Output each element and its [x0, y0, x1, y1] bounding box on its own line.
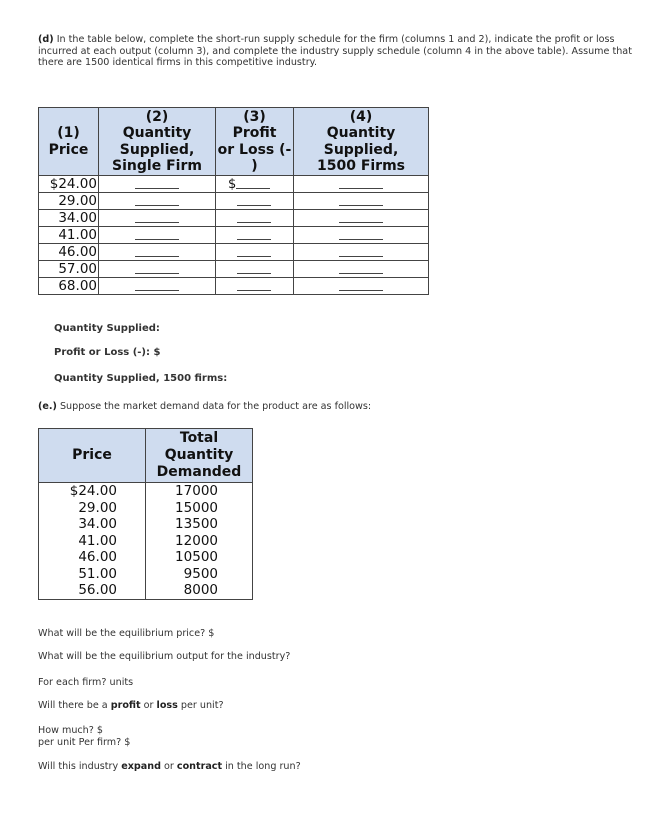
table-row — [39, 566, 253, 583]
profit-input[interactable] — [216, 227, 294, 244]
header-profit-num: (3) — [243, 108, 266, 125]
qty-industry-input[interactable] — [294, 193, 429, 210]
price-cell: $24.00 — [39, 176, 99, 193]
header-profit-l2: or Loss (- — [217, 141, 292, 158]
profit-word: profit — [110, 700, 141, 711]
per-unit-question: per unit Per firm? $ — [38, 737, 131, 748]
each-firm-question: For each firm? units — [38, 677, 134, 688]
qty-industry-input[interactable] — [294, 176, 429, 193]
or-word: or — [140, 700, 157, 711]
table-row — [39, 278, 429, 295]
demand-price-cell: 34.00 — [39, 516, 146, 533]
header-price-label: Price — [48, 141, 89, 158]
qty-industry-input[interactable] — [294, 261, 429, 278]
price-cell: 29.00 — [39, 193, 99, 210]
demand-qty-cell: 12000 — [146, 533, 253, 550]
header-profit-l1: Profit — [232, 125, 277, 141]
demand-price-cell: 56.00 — [39, 582, 146, 599]
qty-industry-input[interactable] — [294, 244, 429, 261]
profit-loss-answer-label: Profit or Loss (-): $ — [54, 347, 161, 358]
table-row — [39, 483, 253, 500]
header-qty-industry — [294, 108, 429, 176]
header-qty-industry-l1: Quantity — [326, 125, 396, 141]
dollar-sign: $ — [228, 177, 237, 192]
header-qty-single-l1: Quantity — [122, 125, 192, 141]
table-row — [39, 516, 253, 533]
header-price — [39, 108, 99, 176]
demand-qty-cell: 17000 — [146, 483, 253, 500]
table-row — [39, 193, 429, 210]
expand-q-post: in the long run? — [222, 761, 301, 772]
demand-price-cell: 46.00 — [39, 549, 146, 566]
demand-qty-cell: 15000 — [146, 500, 253, 517]
part-d-label: (d) — [38, 34, 54, 45]
qty-supplied-answer-label: Quantity Supplied: — [54, 323, 160, 334]
qty-single-input[interactable] — [99, 193, 216, 210]
demand-price-cell: $24.00 — [39, 483, 146, 500]
header-qty-industry-num: (4) — [349, 108, 373, 125]
loss-word: loss — [156, 700, 178, 711]
qty-single-input[interactable] — [99, 244, 216, 261]
qty-supplied-1500-answer-label: Quantity Supplied, 1500 firms: — [54, 373, 228, 384]
qty-industry-input[interactable] — [294, 210, 429, 227]
header-qty-single-num: (2) — [145, 108, 169, 125]
table-row — [39, 261, 429, 278]
table-row — [39, 244, 429, 261]
expand-q-pre: Will this industry — [38, 761, 122, 772]
how-much-question: How much? $ — [38, 725, 104, 736]
part-e-label: (e.) — [38, 401, 57, 412]
qty-industry-input[interactable] — [294, 278, 429, 295]
header-price-num: (1) — [57, 125, 80, 141]
qty-single-input[interactable] — [99, 278, 216, 295]
demand-qty-cell: 13500 — [146, 516, 253, 533]
header-qty-single-l2: Supplied, — [119, 141, 195, 158]
instructions-paragraph — [38, 34, 650, 69]
table-row — [39, 533, 253, 550]
header-profit-l3: ) — [251, 158, 258, 174]
profit-input[interactable] — [216, 261, 294, 278]
profit-input[interactable] — [216, 244, 294, 261]
demand-price-cell: 29.00 — [39, 500, 146, 517]
expand-contract-question — [38, 761, 301, 772]
instructions-text: In the table below, complete the short-run supply schedule for the firm (columns 1 and 2), indicate the profit or loss incurred at each output (column 3), and complete the industry supply schedule (column 4 in the above table). Assume that there are 1500 identical firms in this competitive industry. — [38, 34, 632, 68]
qty-single-input[interactable] — [99, 261, 216, 278]
price-cell: 41.00 — [39, 227, 99, 244]
profit-loss-q-pre: Will there be a — [38, 700, 111, 711]
demand-header-qty-l3: Demanded — [156, 464, 242, 480]
contract-word: contract — [176, 761, 223, 772]
header-qty-industry-l2: Supplied, — [323, 141, 399, 158]
demand-qty-cell: 8000 — [146, 582, 253, 599]
profit-input[interactable] — [216, 176, 294, 193]
price-cell: 57.00 — [39, 261, 99, 278]
demand-header-qty-l1: Total — [179, 430, 219, 446]
demand-price-cell: 51.00 — [39, 566, 146, 583]
expand-q-mid: or — [160, 761, 177, 772]
table-row — [39, 227, 429, 244]
market-demand-table — [38, 428, 253, 600]
table-row — [39, 582, 253, 599]
demand-price-cell: 41.00 — [39, 533, 146, 550]
demand-header-qty — [146, 429, 253, 483]
qty-single-input[interactable] — [99, 227, 216, 244]
qty-industry-input[interactable] — [294, 227, 429, 244]
price-cell: 34.00 — [39, 210, 99, 227]
header-qty-industry-l3: 1500 Firms — [316, 158, 406, 174]
demand-qty-cell: 9500 — [146, 566, 253, 583]
profit-input[interactable] — [216, 278, 294, 295]
header-qty-single — [99, 108, 216, 176]
part-e-text: Suppose the market demand data for the product are as follows: — [56, 401, 372, 412]
expand-word: expand — [121, 761, 161, 772]
supply-schedule-table — [38, 107, 429, 295]
qty-single-input[interactable] — [99, 176, 216, 193]
price-cell: 46.00 — [39, 244, 99, 261]
profit-input[interactable] — [216, 193, 294, 210]
header-qty-single-l3: Single Firm — [112, 158, 202, 174]
qty-single-input[interactable] — [99, 210, 216, 227]
eq-output-question: What will be the equilibrium output for the industry? — [38, 651, 291, 662]
table-row — [39, 549, 253, 566]
profit-loss-q-post: per unit? — [177, 700, 224, 711]
eq-price-question: What will be the equilibrium price? $ — [38, 628, 215, 639]
table-row — [39, 500, 253, 517]
price-cell: 68.00 — [39, 278, 99, 295]
demand-qty-cell: 10500 — [146, 549, 253, 566]
part-e-heading — [38, 401, 371, 412]
profit-input[interactable] — [216, 210, 294, 227]
demand-header-qty-l2: Quantity — [164, 447, 234, 463]
table-row — [39, 176, 429, 193]
demand-header-price: Price — [39, 429, 146, 483]
table-row — [39, 210, 429, 227]
profit-loss-question — [38, 700, 224, 711]
header-profit — [216, 108, 294, 176]
